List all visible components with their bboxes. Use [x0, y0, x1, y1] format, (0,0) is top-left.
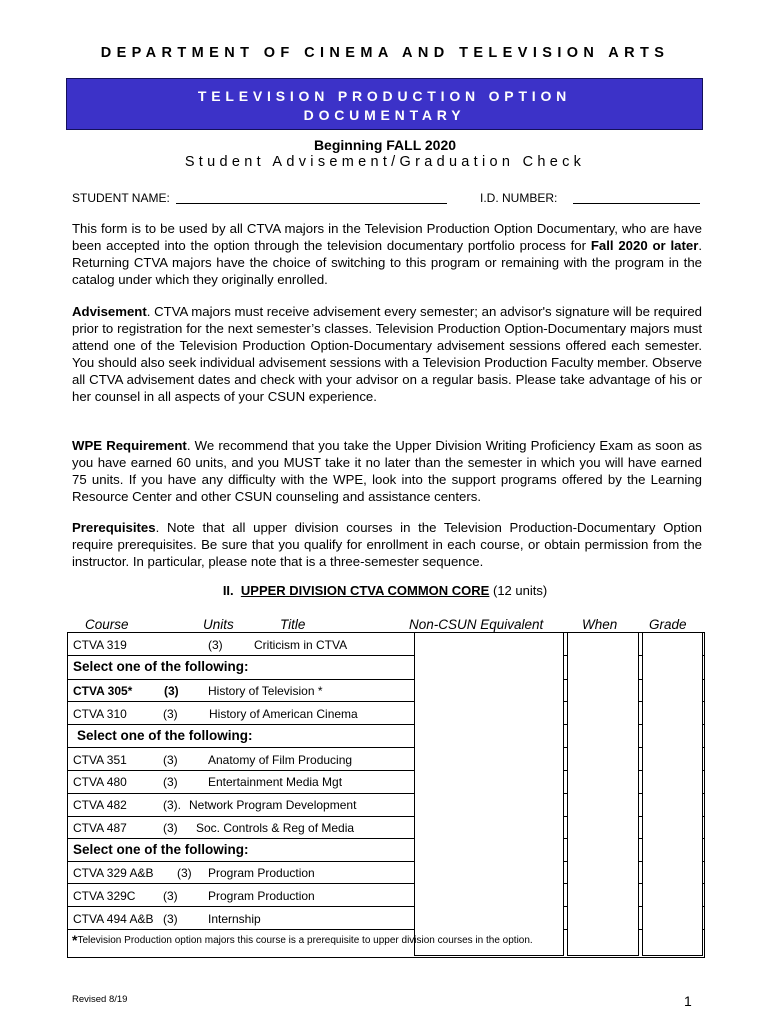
section-heading: [0, 583, 770, 598]
course-title: Network Program Development: [189, 798, 357, 812]
course-title: History of American Cinema: [209, 707, 358, 721]
section-units: (12 units): [492, 583, 548, 598]
course-code: CTVA 482: [73, 798, 127, 812]
footnote: [72, 930, 533, 946]
id-number-field[interactable]: [573, 203, 700, 204]
course-units: (3): [163, 912, 178, 926]
course-title: Anatomy of Film Producing: [208, 753, 353, 767]
course-code: CTVA 310: [73, 707, 127, 721]
banner-line-1: TELEVISION PRODUCTION OPTION: [197, 88, 572, 104]
advisement-paragraph: [72, 303, 702, 405]
form-subtitle: Student Advisement/Graduation Check: [184, 154, 586, 170]
page-number: 1: [684, 993, 692, 1009]
select-one-label: Select one of the following:: [73, 659, 249, 674]
banner-line-2: DOCUMENTARY: [303, 107, 466, 123]
course-code: CTVA 319: [73, 638, 127, 652]
course-code: CTVA 487: [73, 821, 127, 835]
course-units: (3): [163, 775, 178, 789]
intro-text-2: . Returning CTVA majors have the choice of switching to this program or remaining with the program in the catalog under which they originally enrolled.: [72, 238, 702, 287]
course-code: CTVA 480: [73, 775, 127, 789]
course-units: (3).: [163, 798, 181, 812]
course-title: Program Production: [208, 889, 315, 903]
course-table: [67, 632, 704, 957]
column-header-equivalent: Non-CSUN Equivalent: [409, 617, 544, 632]
section-number: II.: [222, 583, 234, 598]
course-code: CTVA 329C: [73, 889, 136, 903]
intro-term: Fall 2020 or later: [590, 238, 699, 253]
prerequisites-paragraph: [72, 519, 702, 570]
course-units: (3): [208, 638, 223, 652]
grade-entry-column[interactable]: [642, 632, 703, 956]
course-units: (3): [177, 866, 192, 880]
course-title: Entertainment Media Mgt: [208, 775, 343, 789]
wpe-paragraph: [72, 437, 702, 505]
course-units: (3): [164, 684, 179, 698]
prerequisites-heading: Prerequisites: [72, 520, 156, 535]
footnote-text: Television Production option majors this course is a prerequisite to upper division courses in the option.: [77, 935, 533, 946]
select-one-label: Select one of the following:: [77, 728, 253, 743]
column-header-title: Title: [280, 617, 306, 632]
equivalent-entry-column[interactable]: [414, 632, 564, 956]
course-title: History of Television *: [208, 684, 323, 698]
prerequisites-text: . Note that all upper division courses in the Television Production-Documentary Option require prerequisites. Be sure that you qualify for enrollment in each course, or obtain permission from the instructor. In particular, please note that is a three-semester sequence.: [72, 520, 702, 569]
option-banner: [66, 78, 703, 130]
advisement-text: . CTVA majors must receive advisement every semester; an advisor's signature will be required prior to registration for the next semester’s classes. Television Production Option-Documentary majors must attend one of the Television Production Option-Documentary advisement sessions offered each semester. You should also seek individual advisement sessions with a Television Production Faculty member. Observe all CTVA advisement dates and check with your advisor on a regular basis. Please take advantage of his or her counsel in all aspects of your CSUN experience.: [72, 304, 702, 404]
column-header-grade: Grade: [649, 617, 687, 632]
course-units: (3): [163, 707, 178, 721]
select-one-label: Select one of the following:: [73, 842, 249, 857]
intro-text-1: This form is to be used by all CTVA majors in the Television Production Option Documentary, who are have been accepted into the option through the television documentary portfolio process for: [72, 221, 702, 253]
column-header-when: When: [582, 617, 618, 632]
course-title: Criticism in CTVA: [254, 638, 348, 652]
student-name-field[interactable]: [176, 203, 447, 204]
section-title: UPPER DIVISION CTVA COMMON CORE: [240, 583, 490, 598]
department-title: DEPARTMENT OF CINEMA AND TELEVISION ARTS: [100, 45, 670, 61]
wpe-text: . We recommend that you take the Upper Division Writing Proficiency Exam as soon as you have earned 60 units, and you MUST take it no later than the semester in which you will have earned 75 units. If you have any difficulty with the WPE, look into the support programs offered by the Learning Resource Center and other CSUN counseling and assistance centers.: [72, 438, 702, 504]
course-units: (3): [163, 821, 178, 835]
revised-date: Revised 8/19: [72, 994, 128, 1005]
column-header-course: Course: [85, 617, 129, 632]
course-title: Soc. Controls & Reg of Media: [196, 821, 355, 835]
course-code: CTVA 351: [73, 753, 127, 767]
intro-paragraph: [72, 220, 702, 288]
course-units: (3): [163, 753, 178, 767]
wpe-heading: WPE Requirement: [72, 438, 187, 453]
footnote-asterisk: *: [72, 932, 78, 948]
advisement-heading: Advisement: [72, 304, 147, 319]
course-code: CTVA 494 A&B: [73, 912, 154, 926]
student-name-label: STUDENT NAME:: [72, 191, 170, 205]
when-entry-column[interactable]: [567, 632, 639, 956]
course-code: CTVA 329 A&B: [73, 866, 154, 880]
column-header-units: Units: [203, 617, 234, 632]
course-title: Program Production: [208, 866, 315, 880]
id-number-label: I.D. NUMBER:: [480, 191, 558, 205]
course-title: Internship: [208, 912, 261, 926]
course-code: CTVA 305*: [73, 684, 133, 698]
beginning-term: Beginning FALL 2020: [313, 137, 457, 153]
course-units: (3): [163, 889, 178, 903]
